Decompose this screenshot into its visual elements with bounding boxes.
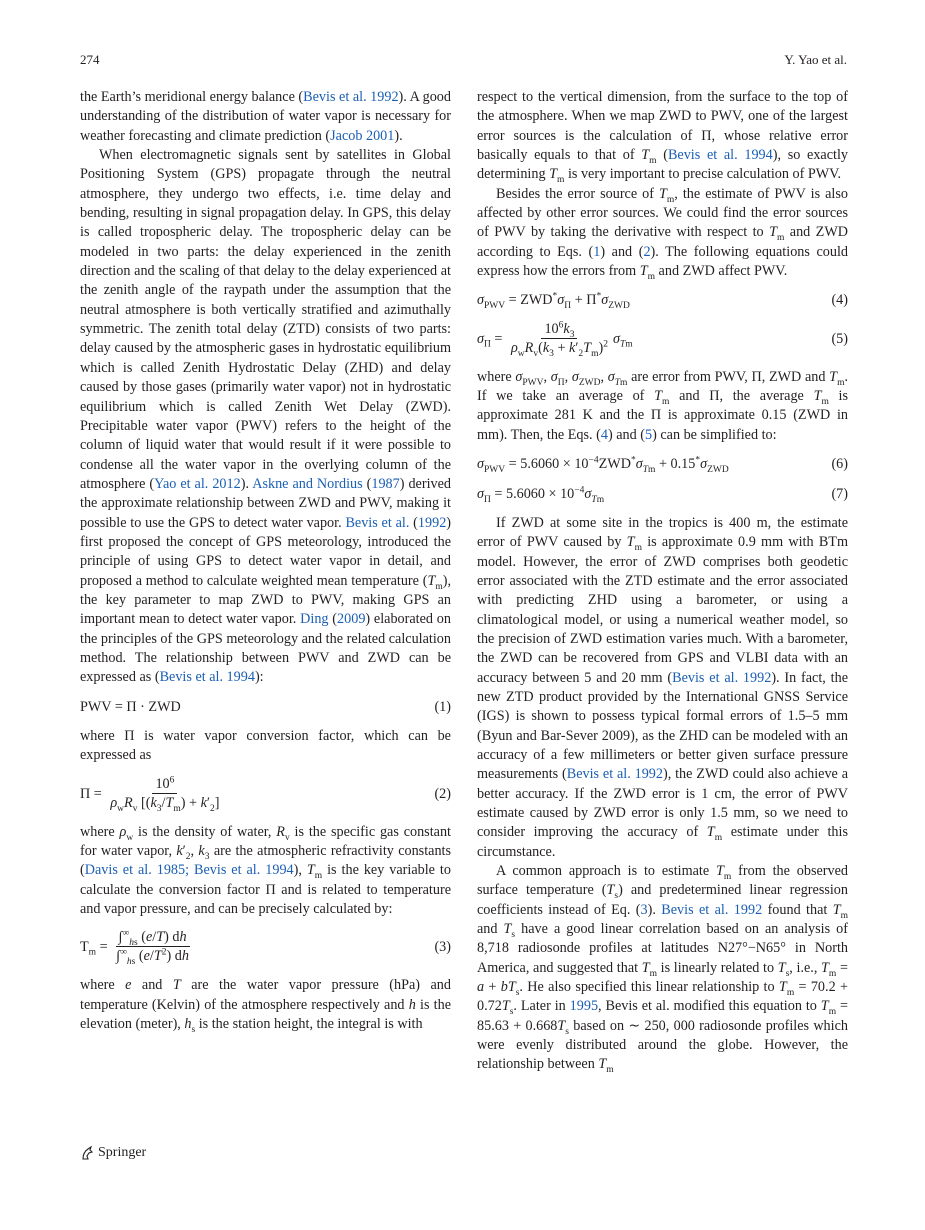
paragraph: A common approach is to estimate $T_m$ from the observed surface temperature $(T_s)$ and predetermined linear regression coefficients instead of Eq. (3). Bevis et al. 1992 found that $T_m$ and $T_s$ have a good linear correlation based on an analysis of 8,718 radiosonde profiles at latitudes N27°−N65° in North America, and suggested that $T_m$ is linearly related to $T_s$, i.e., $T_m = a + bT_s$. He also specified this linear relationship to $T_m = 70.2 + 0.72T_s$. Later in 1995, Bevis et al. modified this equation to $T_m = 85.63 + 0.668T_s$ based on ∼ 250, 000 radiosonde profiles which were evenly distributed around the globe. However, the relationship between $T_m$ <box>477 863 848 1076</box>
citation-link[interactable]: Bevis et al. 1992 <box>566 766 663 783</box>
equation-4: $\sigma_{PWV} = ZWD^*\sigma_\Pi + \Pi^*\sigma_{ZWD}$ (4) <box>477 291 848 312</box>
citation-link[interactable]: Ding <box>300 611 329 628</box>
equation-link[interactable]: 1 <box>593 243 601 260</box>
citation-link[interactable]: Davis et al. 1985; Bevis et al. 1994 <box>84 862 294 879</box>
equation-2: Π = $\frac{10^6}{\rho_wR_v [(k_3/T_m) + k'_2]}$ (2) <box>80 774 451 814</box>
paragraph: where Π is water vapor conversion factor, which can be expressed as <box>80 728 451 764</box>
paragraph: When electromagnetic signals sent by satellites in Global Positioning System (GPS) propagate through the neutral atmosphere, they undergo two effects, i.e. time delay and bending, resulting in signal propagation delay. In GPS, this delay is called tropospheric delay. The tropospheric delay can be modeled in two parts: the delay experienced in the zenith direction and the scaling of that delay to the delay experienced at the zenith angle of the raypath under the assumption that the neutral atmosphere is both vertically stratified and azimuthally symmetric. The zenith total delay (ZTD) consists of two parts: delay caused by the atmospheric gases in hydrostatic equilibrium which is called Zenith Hydrostatic Delay (ZHD) and delay caused by those gases (primarily water vapor) not in hydrostatic equilibrium which is called Zenith Wet Delay (ZWD). Precipitable water vapor (PWV) refers to the height of the column of liquid water that would result if it were possible to condense all the water vapor in the overlying column of the atmosphere (Yao et al. 2012). Askne and Nordius (1987) derived the approximate relationship between ZWD and PWV, making it possible to use the GPS to detect water vapor. Bevis et al. (1992) first proposed the concept of GPS meteorology, introduced the principle of using GPS to detect water vapor in detail, and proposed a method to calculate weighted mean temperature $(T_m)$, the key parameter to map ZWD to PWV, making GPS an important mean to detect water vapor. Ding (2009) elaborated on the principles of the GPS meteorology and the related calculation method. The relationship between PWV and ZWD can be expressed as (Bevis et al. 1994): <box>80 147 452 686</box>
citation-link[interactable]: Bevis et al. <box>345 514 410 531</box>
publisher-name: Springer <box>98 1145 147 1160</box>
right-column <box>477 88 848 1075</box>
citation-link[interactable]: 2009 <box>337 611 366 628</box>
paragraph: where e and T are the water vapor pressure (hPa) and temperature (Kelvin) of the atmosphere respectively and h is the elevation (meter), $h_s$ is the station height, the integral is with <box>80 977 451 1035</box>
equation-5: $\sigma_\Pi$ = $\frac{10^6k_3}{\rho_wR_v(k_3 + k'_2T_m)^2}$ $\sigma_{Tm}$ (5) <box>477 320 848 359</box>
paragraph: If ZWD at some site in the tropics is 400 m, the estimate error of PWV caused by $T_m$ is approximate 0.9 mm with BTm model. However, the error of ZWD comprises both geodetic error associated with the ZTD estimate and the error associated with predicting ZHD using a barometer, or using a climatological model, or using a numerical weather model, so the precision of ZWD estimation varies much. With a barometer, the ZWD can be recovered from GPS and VLBI data with an accuracy between 5 and 20 mm (Bevis et al. 1992). In fact, the new ZTD product provided by the International GNSS Service (IGS) is shown to possess typical formal errors of 1.5–5 mm (Byun and Bar-Sever 2009), as the ZHD can be modeled with an accuracy of a few millimeters or better given surface pressure measurements (Bevis et al. 1992), the ZWD could also achieve a better accuracy. If the ZWD error is 1 cm, the error of PWV estimate caused by ZWD error is only 1.5 mm, so we need to consider improving the accuracy of $T_m$ estimate under this circumstance. <box>477 514 848 860</box>
equation-link[interactable]: 3 <box>640 901 648 918</box>
equation-7: $\sigma_\Pi = 5.6060 \times 10^{-4}\sigma_{Tm}$ (7) <box>477 484 848 505</box>
citation-link[interactable]: Askne and Nordius <box>252 475 363 492</box>
paragraph: the Earth’s meridional energy balance (Bevis et al. 1992). A good understanding of the distribution of water vapor is necessary for weather forecasting and climate prediction (Jacob 2001). <box>80 89 451 144</box>
paragraph: where $\sigma_{PWV}$, $\sigma_\Pi$, $\sigma_{ZWD}$, $\sigma_{Tm}$ are error from PWV, Π, ZWD and $T_m$. If we take an average of $T_m$ and Π, the average $T_m$ is approximate 281 K and the Π is approximate 0.15 (ZWD in mm). Then, the Eqs. (4) and (5) can be simplified to: <box>477 368 848 443</box>
equation-3: $T_m$ = $\frac{\int^\infty_{hs} (e/T) dh}{\int^\infty_{hs} (e/T^2) dh}$ (3) <box>80 928 451 968</box>
citation-link[interactable]: Jacob 2001 <box>330 127 395 144</box>
paragraph: where $\rho_w$ is the density of water, $R_v$ is the specific gas constant for water vapor, $k'_2$, $k_3$ are the atmospheric refractivity constants (Davis et al. 1985; Bevis et al. 1994), $T_m$ is the key variable to calculate the conversion factor Π and is related to temperature and vapor pressure, and can be precisely calculated by: <box>80 823 451 918</box>
springer-horse-icon <box>80 1145 94 1161</box>
citation-link[interactable]: Bevis et al. 1994 <box>159 669 255 686</box>
left-column <box>80 88 451 1034</box>
page-number: 274 <box>80 52 100 67</box>
citation-link[interactable]: 1987 <box>371 475 400 492</box>
equation-link[interactable]: 5 <box>644 426 653 443</box>
citation-link[interactable]: Bevis et al. 1992 <box>661 901 763 918</box>
equation-link[interactable]: 2 <box>643 243 651 260</box>
equation-6: $\sigma_{PWV} = 5.6060 \times 10^{-4}ZWD^*\sigma_{Tm} + 0.15^*\sigma_{ZWD}$ (6) <box>477 455 848 475</box>
citation-link[interactable]: 1995 <box>569 998 599 1015</box>
citation-link[interactable]: Bevis et al. 1992 <box>303 89 399 105</box>
citation-link[interactable]: 1992 <box>417 514 447 531</box>
equation-link[interactable]: 4 <box>600 426 608 443</box>
citation-link[interactable]: Bevis et al. 1994 <box>667 147 773 164</box>
paragraph: Besides the error source of $T_m$, the estimate of PWV is also affected by other error sources. We could find the error sources of PWV by taking the derivative with respect to $T_m$ and ZWD according to Eqs. (1) and (2). The following equations could express how the errors from $T_m$ and ZWD affect PWV. <box>477 185 848 282</box>
paragraph: respect to the vertical dimension, from the surface to the top of the atmosphere. When we map ZWD to PWV, one of the largest error sources is the calculation of Π, whose relative error basically equals to that of $T_m$ (Bevis et al. 1994), so exactly determining $T_m$ is very important to precise calculation of PWV. <box>477 89 848 186</box>
citation-link[interactable]: Yao et al. 2012 <box>154 475 241 492</box>
publisher-footer <box>80 1145 146 1161</box>
citation-link[interactable]: Bevis et al. 1992 <box>672 669 772 686</box>
running-head: Y. Yao et al. <box>784 52 847 67</box>
equation-1: PWV = Π · ZWD (1) <box>80 698 451 715</box>
